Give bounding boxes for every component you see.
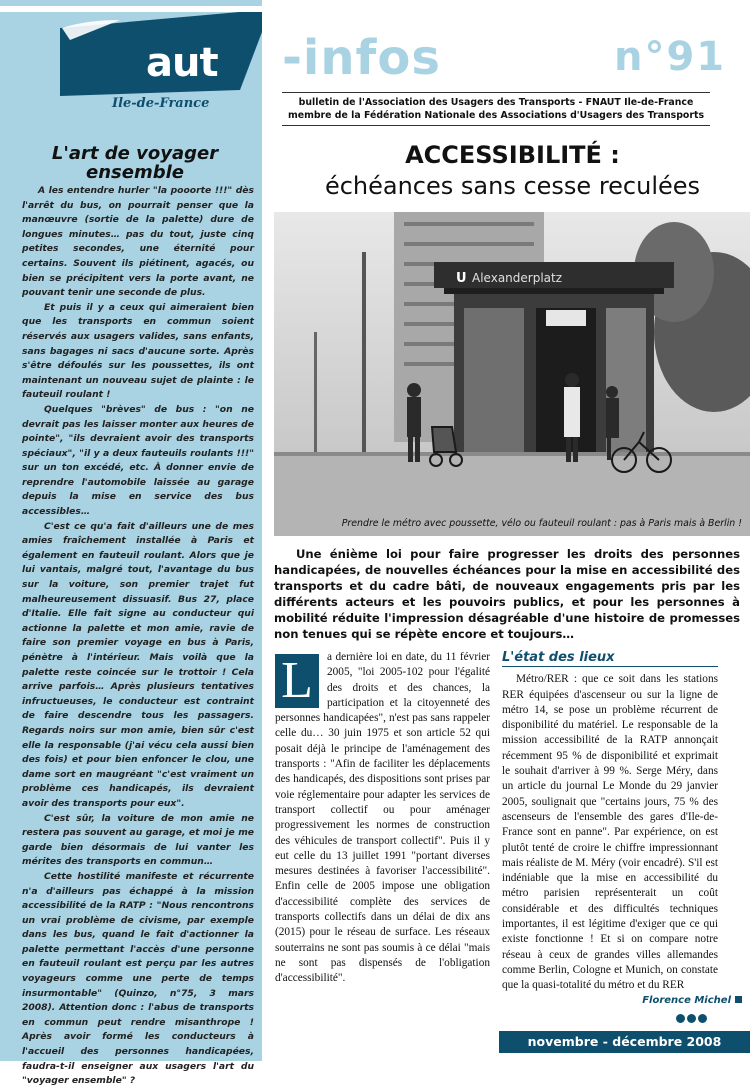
issue-date-bar: novembre - décembre 2008 xyxy=(499,1031,750,1053)
sidebar-title: L'art de voyager ensemble xyxy=(51,143,219,183)
sidebar-author xyxy=(642,995,742,1006)
logo-main: aut xyxy=(146,40,218,86)
drop-cap: L xyxy=(275,654,319,708)
sidebar-paragraph: Cette hostilité manifeste et récurrente n'a d'ailleurs pas échappé à la mission accessibilité de la RATP : "Nous rencontrons un vrai problème de civisme, par exemple dans les bus, quand le fait d'actionner la palette permettant l'accès d'une personne en fauteuil roulant est perçu par les autres voyageurs comme une perte de temps insurmontable" (Quinzo, n°75, 3 mars 2008). Attention donc : l'abus de transports en commun peut rendre misanthrope ! Après avoir formé les conducteurs à l'accueil des personnes handicapées, faudra-t-il enseigner aux usagers l'art du "voyager ensemble" ? xyxy=(22,870,254,1087)
bulletin-line-1: bulletin de l'Association des Usagers des Transports - FNAUT Ile-de-France xyxy=(298,97,694,108)
sidebar-paragraph: Et puis il y a ceux qui aimeraient bien que les transports en commun soient réservés aux usagers valides, sans enfants, sans bagages ni sacs d'aucune sorte. Après s'être défoulés sur les poussettes, ils ont maintenant un nouveau sujet de plainte : le fauteuil roulant ! xyxy=(22,301,254,401)
column-1-text: a dernière loi en date, du 11 février 2005, "loi 2005-102 pour l'égalité des droits et des chances, la participation et la citoyenneté des personnes handicapées", n'est pas sans rappeler celle du… 30 juin 1975 et son article 52 qui posait déjà le principe de l'aménagement des transports : "Afin de faciliter les déplacements des handicapés, des dispositions sont prises par voie réglementaire pour adapter les services de transport collectif ou pour aménager progressivement les normes de construction des véhicules de transport collectif". Puis il y eut celle du 13 juillet 1991 "portant diverses mesures destinées à favoriser l'accessibilité". Enfin celle de 2005 impose une obligation d'accessibilité complète des services de transports collectifs dans un délai de dix ans (2015) pour le réseau de surface. Les réseaux souterrains ne sont pas soumis à ce délai "mais ne sont pas dispensés de l'obligation d'accessibilité". xyxy=(275,651,490,985)
article-column-2 xyxy=(502,650,718,994)
bulletin-banner xyxy=(282,92,710,126)
sidebar-paragraph: C'est ce qu'a fait d'ailleurs une de mes amies fraîchement installée à Paris et également en fauteuil roulant. Alors que je lui vantais, malgré tout, l'avantage du bus sur la voiture, son premier trajet fut malheureusement dissuasif. Bus 27, place d'Italie. Elle fait signe au conducteur qui actionne la palette et mon amie, ravie de faire son premier voyage en bus à Paris, pénètre à l'intérieur. Mais voilà que la palette reste coincée sur le trottoir ! Cela arrive parfois… Après plusieurs tentatives infructueuses, le conducteur est contraint de faire descendre tous les passagers. Regards noirs sur mon amie, bien sûr c'est elle la responsable (j'ai vécu cela aussi bien des fois) et pour bien enfoncer le clou, une dame sort en maugréant "c'est vraiment un problème ces handicapés, ils devraient avoir des transports pour eux". xyxy=(22,520,254,809)
end-square-icon xyxy=(735,996,742,1003)
logo-subtitle: Ile-de-France xyxy=(112,96,210,111)
article-title xyxy=(275,140,750,202)
article-title-line-2: échéances sans cesse reculées xyxy=(324,172,701,200)
logo-suffix: -infos xyxy=(282,30,441,86)
photo-sign-text: Alexanderplatz xyxy=(472,271,563,285)
article-column-1 xyxy=(275,650,490,987)
article-photo xyxy=(274,212,750,536)
svg-text:U: U xyxy=(456,271,467,286)
section-heading: L'état des lieux xyxy=(502,650,718,667)
column-2-text: Métro/RER : que ce soit dans les stations RER équipées d'ascenseur ou sur la ligne de métro 14, se pose un problème récurrent de disponibilité du matériel. Le responsable de la mission accessibilité de la RATP annonçait récemment 95 % de disponibilité et exprimait le souhait d'arriver à 99 %. Serge Méry, dans un article du journal Le Monde du 29 janvier 2005, soulignait que "certains jours, 75 % des ascenseurs de l'ensemble des gares d'Ile-de-France sont en panne". Par expérience, on est plutôt tenté de croire le chiffre impressionnant mais réaliste de M. Méry (voir encadré). S'il est indéniable que la mise en accessibilité du métro parisien représenterait un coût considérable et des difficultés techniques importantes, il est légitime d'exiger que ce qui existe fonctionne ! Et si on compare notre réseau à ceux de grandes villes allemandes comme Berlin, Cologne et Munich, on constate que la quasi-totalité du métro et du RER xyxy=(502,673,718,992)
article-title-line-1: ACCESSIBILITÉ : xyxy=(405,141,620,169)
issue-number: n°91 xyxy=(614,34,727,80)
photo-caption: Prendre le métro avec poussette, vélo ou fauteuil roulant : pas à Paris mais à Berlin ! xyxy=(341,518,742,529)
bulletin-line-2: membre de la Fédération Nationale des Associations d'Usagers des Transports xyxy=(287,110,705,121)
photo-illustration xyxy=(274,212,750,536)
author-name: Florence Michel xyxy=(642,995,731,1006)
sidebar-body xyxy=(22,184,254,1089)
article-lead: Une énième loi pour faire progresser les droits des personnes handicapées, de nouvelles échéances pour la mise en accessibilité des transports et du cadre bâti, de nouveaux engagements pris par les différents acteurs et les pouvoirs publics, et pour les personnes à mobilité réduite l'impression désagréable d'une histoire de promesses non tenues qui se répète encore et toujours… xyxy=(274,547,740,641)
sidebar-paragraph: A les entendre hurler "la pooorte !!!" dès l'arrêt du bus, on pourrait penser que la manœuvre (sortie de la palette) dure de longues minutes… pas du tout, juste cinq petites secondes, une éternité pour certains. Souvent ils piétinent, agacés, ou bien se précipitent vers la porte avant, ne pouvant tenir une seconde de plus. xyxy=(22,185,254,299)
sidebar-paragraph: C'est sûr, la voiture de mon amie ne restera pas souvent au garage, et moi je me garde bien désormais de lui vanter les mérites des transports en commun… xyxy=(22,812,254,868)
sidebar-paragraph: Quelques "brèves" de bus : "on ne devrait pas les laisser monter aux heures de pointe", "ils devraient avoir des transports spéciaux", "il y a deux fauteuils roulants !!!" sur un ton excédé, etc. À donner envie de reprendre l'automobile laissée au garage depuis la mise en service des bus accessibles… xyxy=(22,403,254,518)
continue-dots-icon xyxy=(676,1010,709,1028)
